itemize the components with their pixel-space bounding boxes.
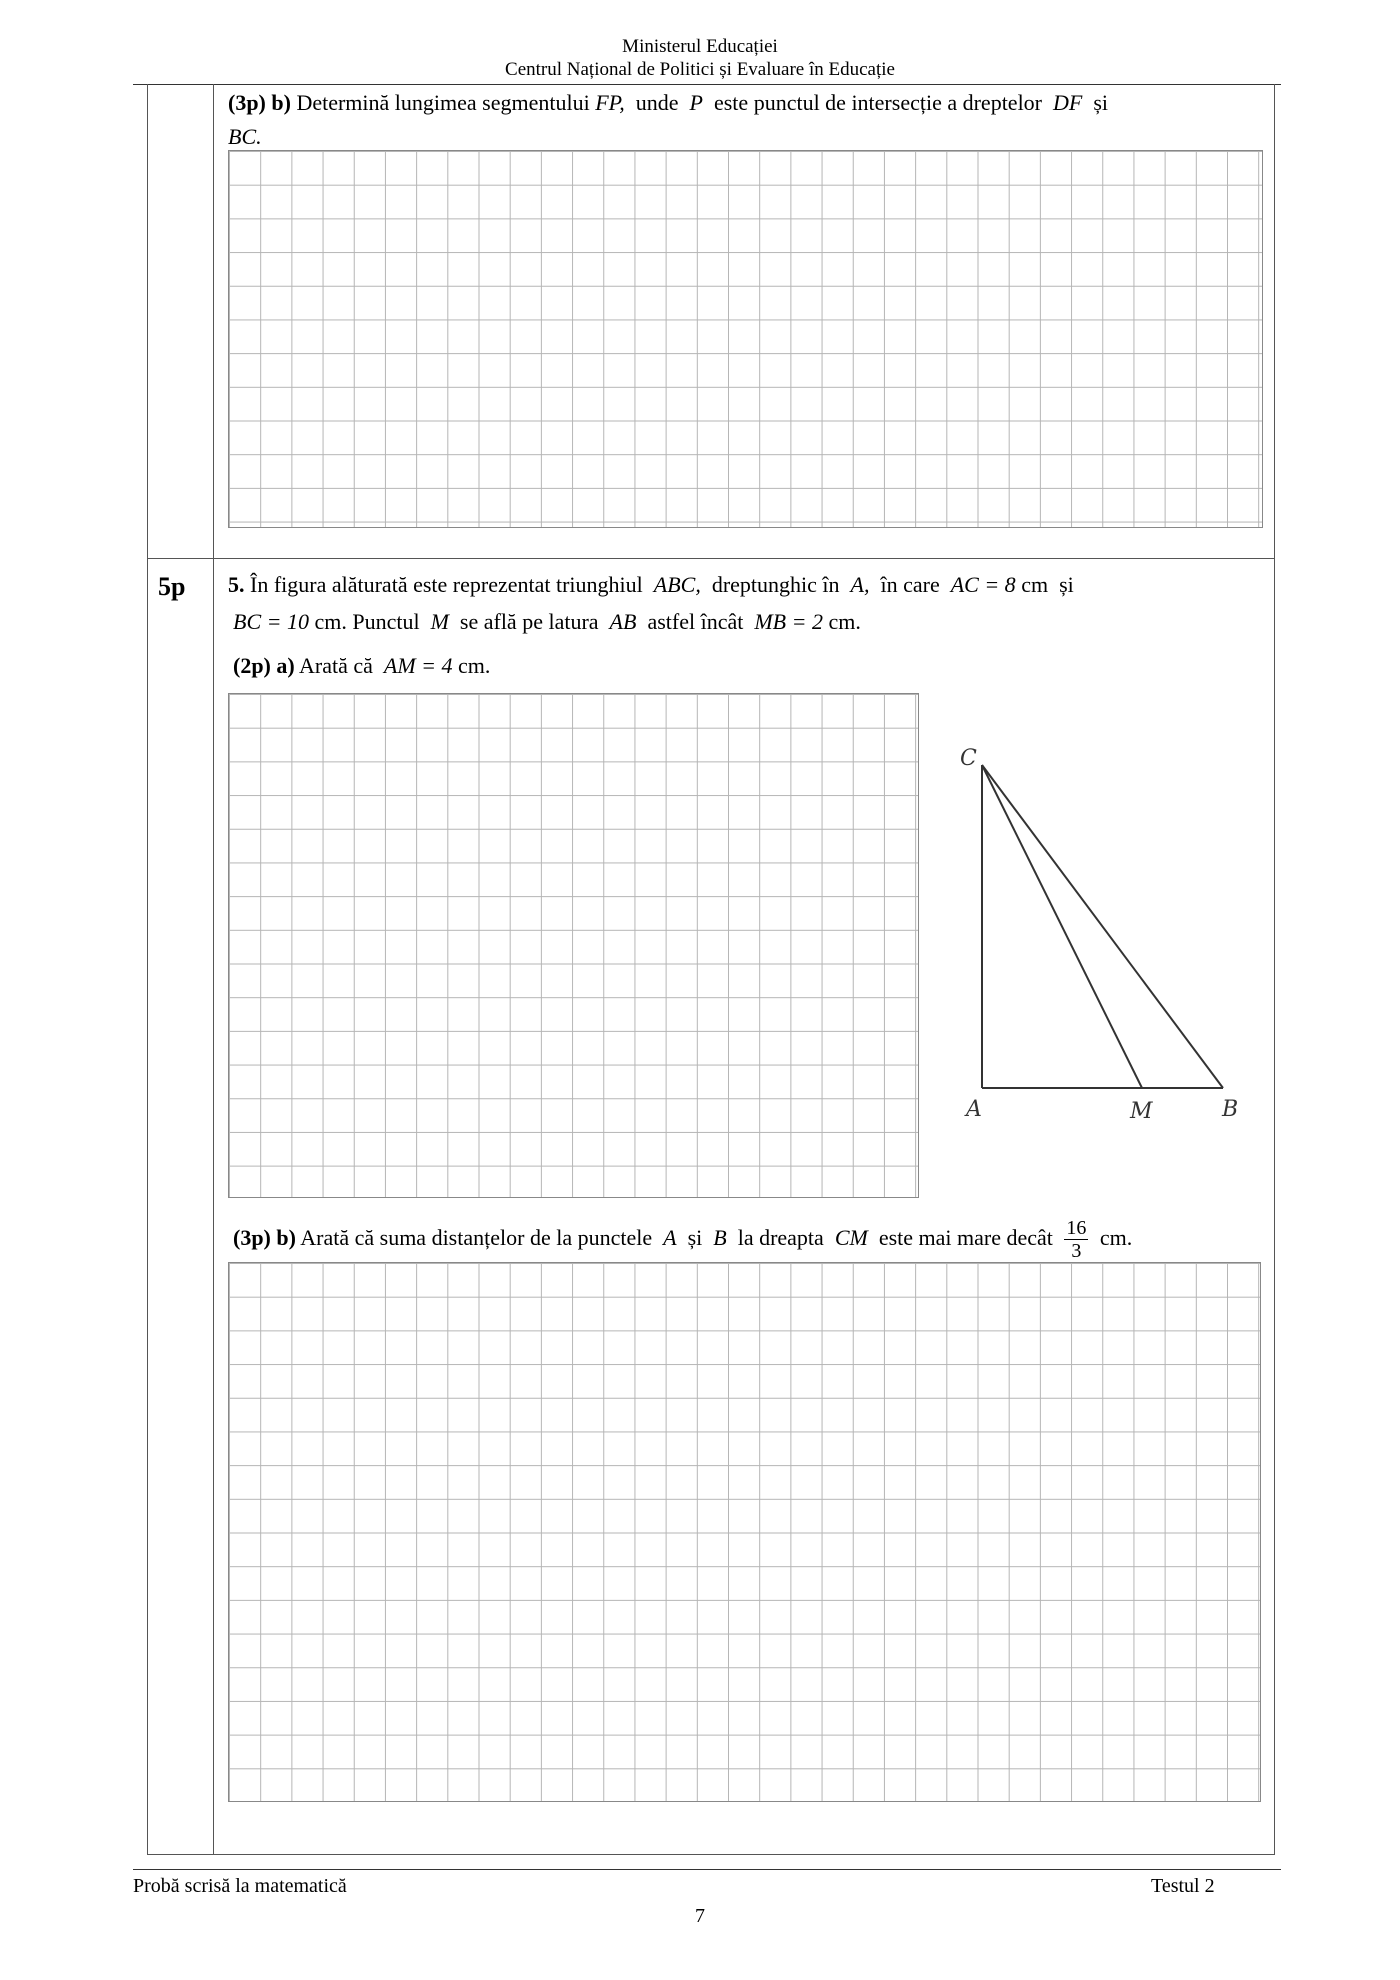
problem5-text-e: se află pe latura [459,609,599,634]
problem5-number: 5. [228,572,245,597]
prev-part-b-df: DF [1053,90,1083,115]
problem5-m: M [430,609,449,634]
prev-part-b-letter: b) [271,90,291,115]
problem5-cm2: cm. [828,609,861,634]
problem5-ab: AB [609,609,637,634]
prev-part-b-fp: FP, [595,90,625,115]
problem5-text-b: dreptunghic în [711,572,840,597]
part-a-text: Arată că [299,653,373,678]
triangle-figure [940,730,1270,1130]
answer-grid-part-a[interactable] [228,693,919,1198]
part-b-text1: Arată că suma distanțelor de la punctele [300,1225,653,1250]
part-a-letter: a) [276,653,295,678]
fraction-denominator: 3 [1071,1240,1082,1263]
problem5-ac-eq: AC = 8 [950,572,1016,597]
table-score-column-border [213,84,214,1855]
problem5-a: A, [850,572,870,597]
fraction-numerator: 16 [1066,1217,1087,1240]
problem5-abc: ABC, [653,572,701,597]
problem5-line1 [228,571,1074,599]
part-b-letter: b) [276,1225,296,1250]
part-b-si: și [687,1225,703,1250]
part-a-am-eq: AM = 4 [383,653,453,678]
part-b-a: A [663,1225,677,1250]
label-m: M [1130,1099,1153,1124]
part-b-cm: CM [834,1225,868,1250]
segment-cm [982,765,1142,1088]
footer-left: Probă scrisă la matematică [133,1875,347,1897]
footer-right: Testul 2 [1151,1875,1215,1897]
problem5-mb-eq: MB = 2 [754,609,823,634]
prev-part-b-text2: este punctul de intersecție a dreptelor [713,90,1043,115]
prev-part-b-line1 [228,89,1108,117]
header-center: Centrul Național de Politici și Evaluare în Educație [505,59,895,80]
table-left-border [147,84,148,1855]
problem5-part-b [233,1216,1132,1262]
problem5-text-a: În figura alăturată este reprezentat triunghiul [250,572,643,597]
problem5-line2 [233,608,861,636]
part-b-b: B [713,1225,727,1250]
prev-part-b-text1: Determină lungimea segmentului [296,90,590,115]
part-a-unit: cm. [458,653,491,678]
problem5-bc-eq: BC = 10 [233,609,309,634]
problem5-text-c: în care [880,572,940,597]
answer-grid-part-b[interactable] [228,1262,1261,1802]
problem5-score: 5p [158,572,186,601]
table-bottom-border [147,1854,1275,1855]
part-b-text3: este mai mare decât [878,1225,1053,1250]
prev-part-b-unde: unde [635,90,679,115]
part-b-text2: la dreapta [737,1225,824,1250]
problem5-cm1: cm [1021,572,1049,597]
fraction-16-3 [1064,1217,1088,1262]
prev-part-b-p: P [689,90,703,115]
prev-part-b-si: și [1093,90,1109,115]
prev-part-b-points: (3p) [228,90,266,115]
part-b-unit: cm. [1099,1225,1133,1250]
side-bc [982,765,1223,1088]
header-rule [133,84,1281,85]
table-right-border [1274,84,1275,1855]
label-c: C [960,746,977,771]
page-number: 7 [695,1905,705,1927]
row-separator [147,558,1275,559]
header-ministry: Ministerul Educației [622,36,778,57]
problem5-text-d: cm. Punctul [314,609,420,634]
label-b: B [1222,1097,1239,1122]
problem5-part-a [233,652,490,680]
footer-rule [133,1869,1281,1870]
problem5-si1: și [1059,572,1074,597]
prev-part-b-bc: BC. [228,124,262,149]
label-a: A [966,1097,982,1122]
part-b-points: (3p) [233,1225,271,1250]
part-a-points: (2p) [233,653,271,678]
problem5-text-f: astfel încât [647,609,744,634]
answer-grid-prev-b[interactable] [228,150,1263,528]
